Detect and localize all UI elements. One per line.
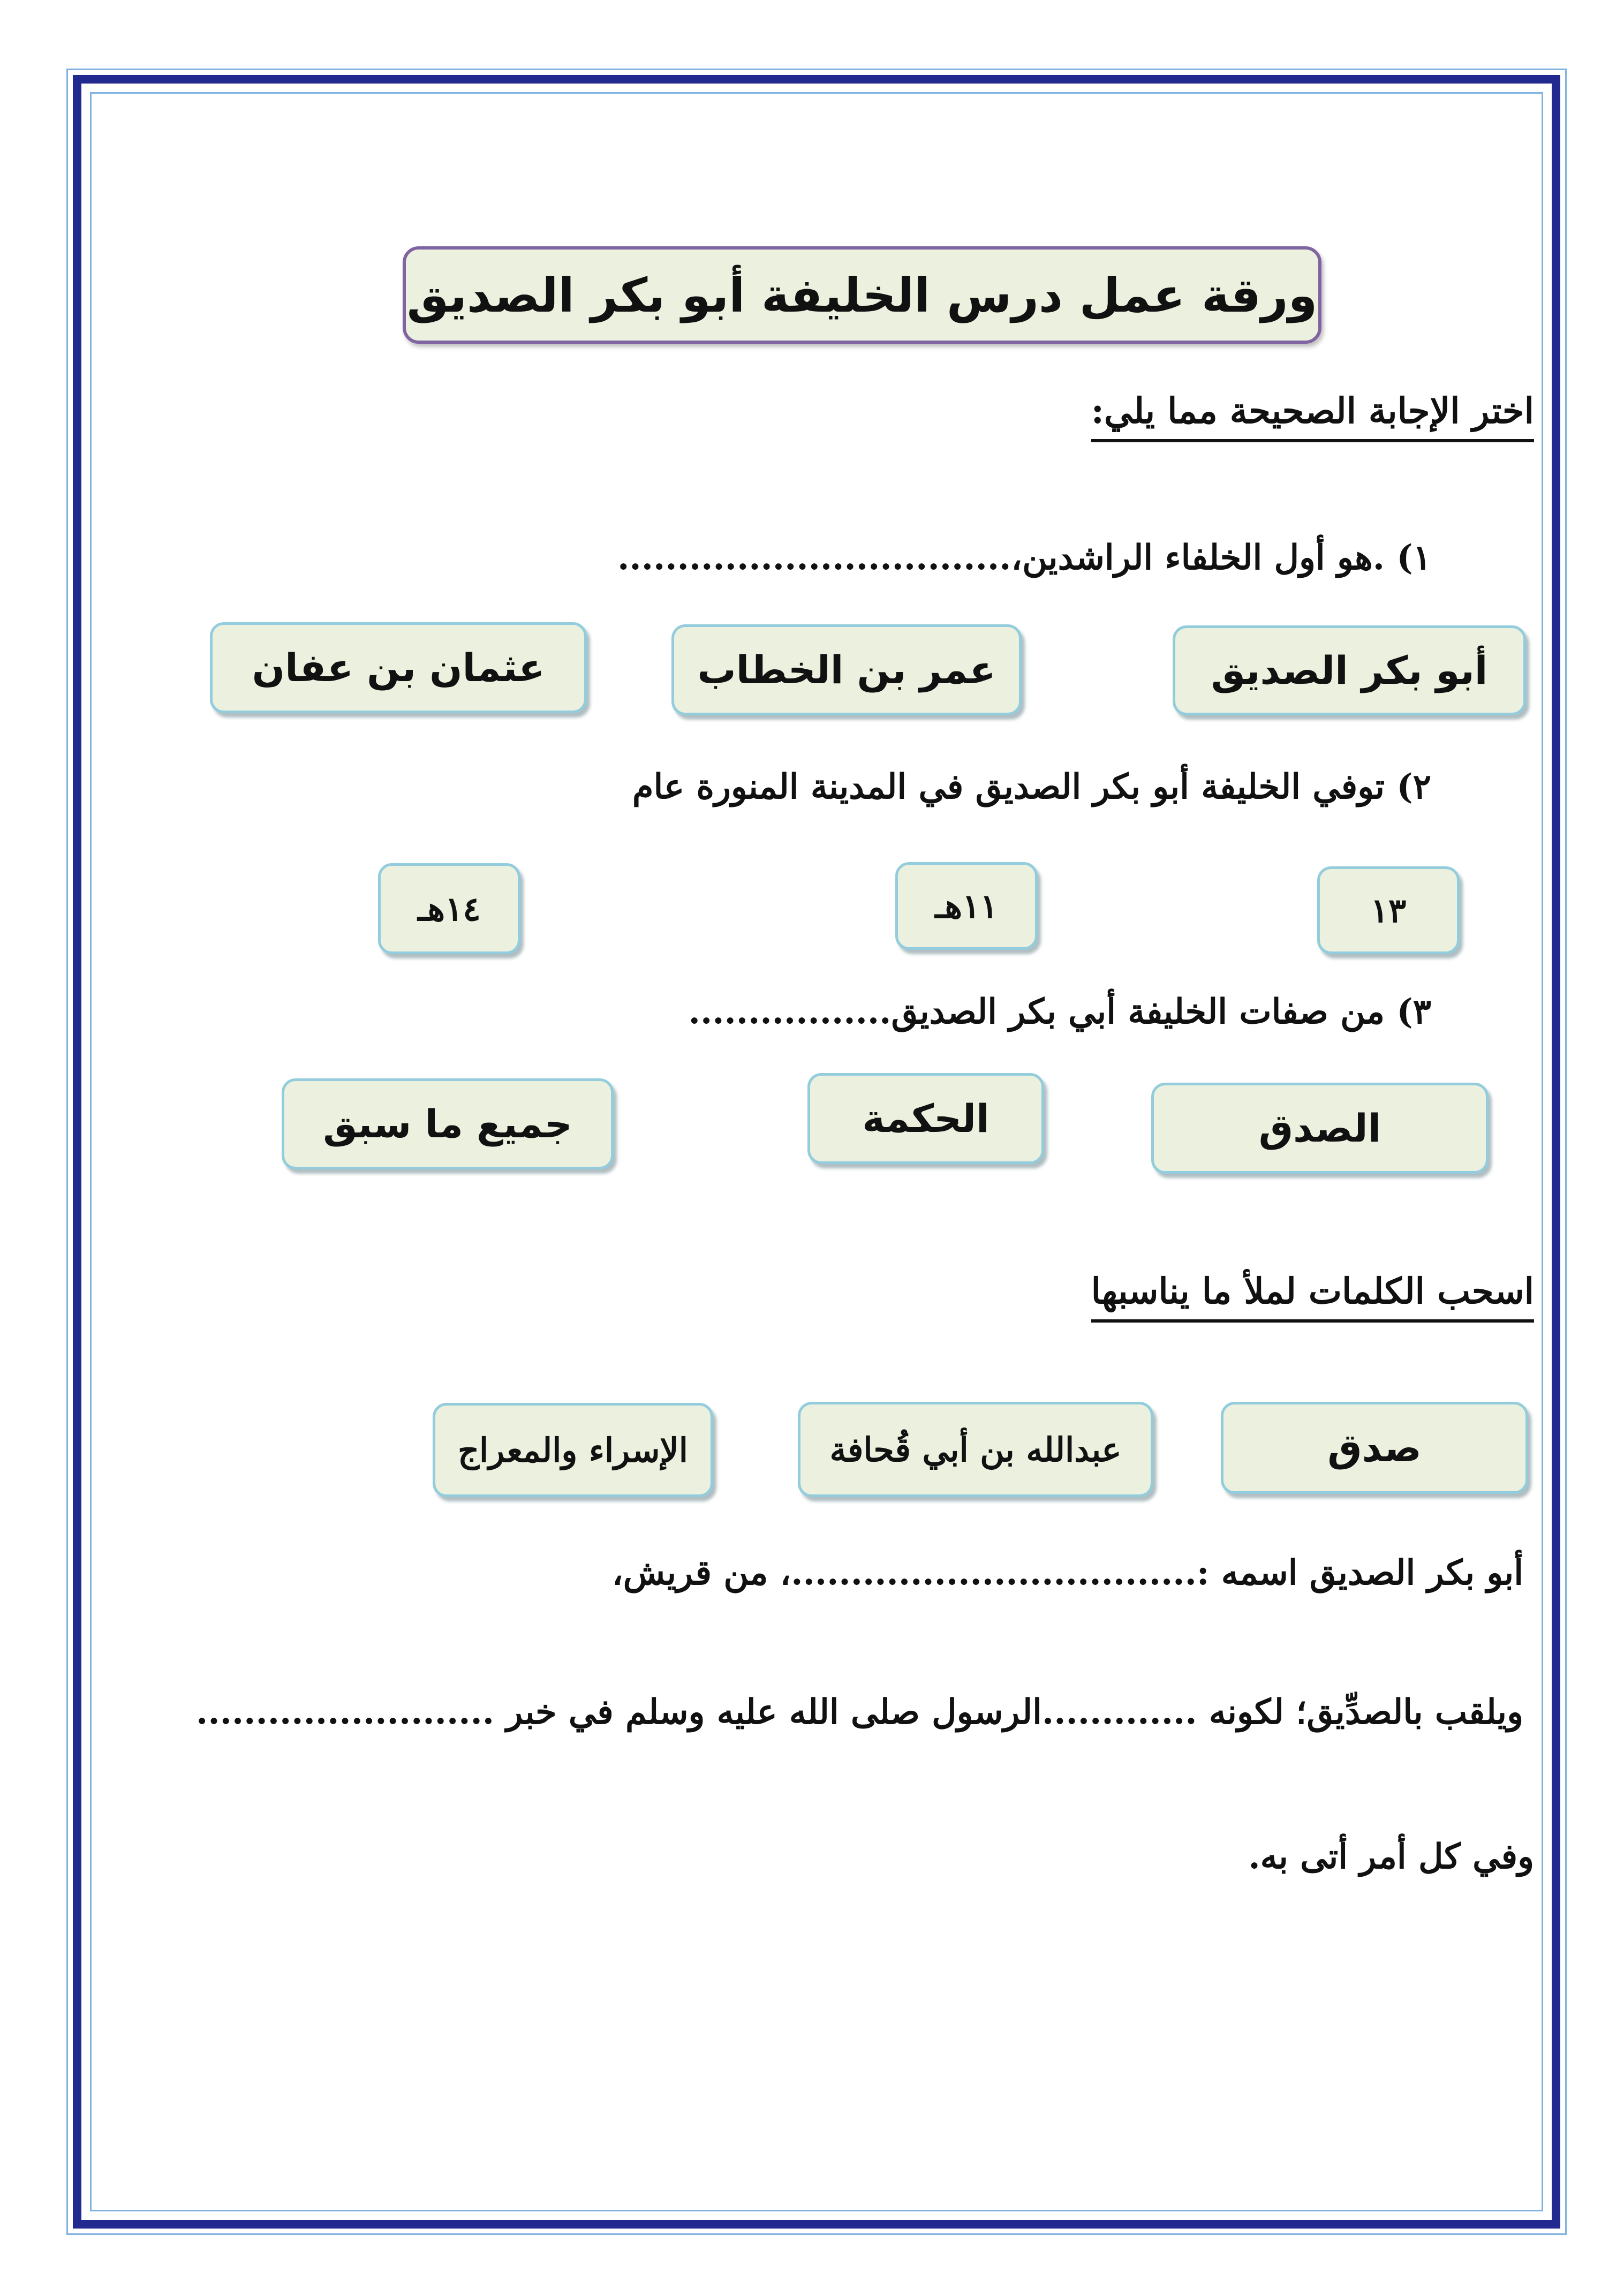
- word-bank-item-3-label: الإسراء والمعراج: [458, 1430, 688, 1470]
- word-bank-item-2[interactable]: [798, 1402, 1153, 1497]
- fill-sentence-3: وفي كل أمر أتى به.: [1248, 1837, 1534, 1877]
- worksheet-title: ورقة عمل درس الخليفة أبو بكر الصديق: [406, 267, 1318, 323]
- word-bank-item-2-label: عبدالله بن أبي قُحافة: [829, 1430, 1122, 1469]
- q2-option-1-label: ١٣: [1370, 890, 1407, 930]
- q2-option-1[interactable]: [1317, 866, 1460, 954]
- q1-option-1-label: أبو بكر الصديق: [1211, 648, 1488, 693]
- section2-heading: اسحب الكلمات لملأ ما يناسبها: [1091, 1270, 1534, 1323]
- q1-option-2-label: عمر بن الخطاب: [697, 647, 996, 692]
- question-2: ٢) توفي الخليفة أبو بكر الصديق في المدينة المنورة عام: [632, 767, 1431, 807]
- q3-option-3-label: جميع ما سبق: [323, 1101, 572, 1146]
- word-bank-item-3[interactable]: [433, 1403, 713, 1497]
- q1-option-1[interactable]: [1173, 625, 1526, 715]
- q2-option-2-label: ١١هـ: [935, 886, 998, 926]
- word-bank-item-1[interactable]: [1221, 1402, 1528, 1494]
- q1-option-3-label: عثمان بن عفان: [252, 645, 545, 690]
- q2-option-2[interactable]: [895, 862, 1038, 950]
- q3-option-2[interactable]: [807, 1073, 1044, 1164]
- worksheet-title-box: [403, 246, 1321, 344]
- fill-sentence-1: أبو بكر الصديق اسمه :..................................، من قريش،: [612, 1553, 1523, 1593]
- q1-option-3[interactable]: [210, 622, 587, 713]
- q3-option-1[interactable]: [1151, 1083, 1489, 1174]
- q3-option-2-label: الحكمة: [862, 1096, 989, 1141]
- q3-option-1-label: الصدق: [1258, 1106, 1381, 1151]
- q1-option-2[interactable]: [671, 624, 1022, 715]
- question-1: ١) .هو أول الخلفاء الراشدين،.................................: [617, 538, 1431, 578]
- section1-heading: اختر الإجابة الصحيحة مما يلي:: [1091, 390, 1534, 442]
- q2-option-3[interactable]: [378, 863, 520, 954]
- question-3: ٣) من صفات الخليفة أبي بكر الصديق.................: [688, 992, 1431, 1032]
- word-bank-item-1-label: صدق: [1327, 1425, 1422, 1470]
- fill-sentence-2: ويلقب بالصدِّيق؛ لكونه .............الرسول صلى الله عليه وسلم في خبر .........................: [196, 1692, 1523, 1732]
- q2-option-3-label: ١٤هـ: [418, 889, 481, 928]
- q3-option-3[interactable]: [282, 1078, 614, 1169]
